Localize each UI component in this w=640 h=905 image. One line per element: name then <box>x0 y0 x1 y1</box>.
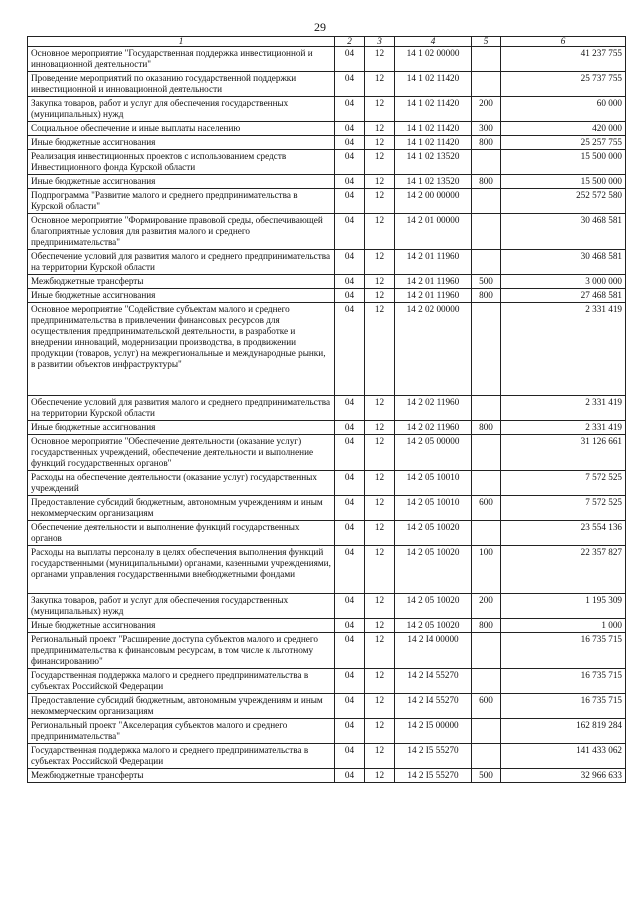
row-subsection-cell: 12 <box>365 471 395 496</box>
row-name-cell: Подпрограмма "Развитие малого и среднего предпринимательства в Курской области" <box>28 189 335 214</box>
row-target-article-cell: 14 1 02 11420 <box>395 97 472 122</box>
row-section-cell: 04 <box>335 744 365 769</box>
row-amount-cell: 25 257 755 <box>501 136 626 150</box>
row-target-article-cell: 14 2 01 11960 <box>395 289 472 303</box>
column-header-5: 5 <box>472 37 501 47</box>
row-name-cell: Основное мероприятие "Обеспечение деятельности (оказание услуг) государственных учреждений, обеспечение деятельности и выполнение функций государственных органов" <box>28 435 335 471</box>
row-amount-cell: 30 468 581 <box>501 250 626 275</box>
row-name-cell: Иные бюджетные ассигнования <box>28 175 335 189</box>
row-section-cell: 04 <box>335 546 365 594</box>
row-section-cell: 04 <box>335 496 365 521</box>
row-subsection-cell: 12 <box>365 72 395 97</box>
row-section-cell: 04 <box>335 303 365 396</box>
table-row <box>28 136 626 150</box>
table-row <box>28 619 626 633</box>
row-expense-type-cell <box>472 435 501 471</box>
row-amount-cell: 420 000 <box>501 122 626 136</box>
row-subsection-cell: 12 <box>365 744 395 769</box>
row-name-cell: Расходы на обеспечение деятельности (оказание услуг) государственных учреждений <box>28 471 335 496</box>
row-amount-cell: 27 468 581 <box>501 289 626 303</box>
row-target-article-cell: 14 1 02 00000 <box>395 47 472 72</box>
row-subsection-cell: 12 <box>365 47 395 72</box>
table-row <box>28 47 626 72</box>
row-target-article-cell: 14 2 I4 55270 <box>395 694 472 719</box>
budget-table <box>27 36 626 783</box>
table-row <box>28 421 626 435</box>
row-subsection-cell: 12 <box>365 594 395 619</box>
row-section-cell: 04 <box>335 633 365 669</box>
table-row <box>28 471 626 496</box>
row-expense-type-cell: 800 <box>472 421 501 435</box>
row-expense-type-cell: 600 <box>472 694 501 719</box>
row-target-article-cell: 14 2 01 11960 <box>395 250 472 275</box>
row-amount-cell: 15 500 000 <box>501 175 626 189</box>
row-section-cell: 04 <box>335 471 365 496</box>
row-subsection-cell: 12 <box>365 289 395 303</box>
row-name-cell: Предоставление субсидий бюджетным, автономным учреждениям и иным некоммерческим организациям <box>28 496 335 521</box>
row-expense-type-cell <box>472 189 501 214</box>
row-expense-type-cell: 100 <box>472 546 501 594</box>
row-target-article-cell: 14 2 I4 55270 <box>395 669 472 694</box>
row-target-article-cell: 14 2 I5 00000 <box>395 719 472 744</box>
row-target-article-cell: 14 2 I5 55270 <box>395 769 472 783</box>
row-amount-cell: 2 331 419 <box>501 303 626 396</box>
row-subsection-cell: 12 <box>365 546 395 594</box>
row-target-article-cell: 14 2 02 11960 <box>395 421 472 435</box>
row-amount-cell: 16 735 715 <box>501 669 626 694</box>
table-row <box>28 496 626 521</box>
row-target-article-cell: 14 2 02 00000 <box>395 303 472 396</box>
row-subsection-cell: 12 <box>365 275 395 289</box>
row-target-article-cell: 14 2 05 10020 <box>395 546 472 594</box>
row-section-cell: 04 <box>335 769 365 783</box>
row-expense-type-cell: 800 <box>472 136 501 150</box>
row-expense-type-cell <box>472 150 501 175</box>
table-row <box>28 669 626 694</box>
row-amount-cell: 162 819 284 <box>501 719 626 744</box>
row-section-cell: 04 <box>335 694 365 719</box>
row-section-cell: 04 <box>335 619 365 633</box>
row-name-cell: Предоставление субсидий бюджетным, автономным учреждениям и иным некоммерческим организациям <box>28 694 335 719</box>
row-expense-type-cell: 600 <box>472 496 501 521</box>
row-subsection-cell: 12 <box>365 421 395 435</box>
row-name-cell: Региональный проект "Акселерация субъектов малого и среднего предпринимательства" <box>28 719 335 744</box>
row-subsection-cell: 12 <box>365 97 395 122</box>
row-name-cell: Основное мероприятие "Формирование правовой среды, обеспечивающей благоприятные условия для развития малого и среднего предпринимательства" <box>28 214 335 250</box>
row-section-cell: 04 <box>335 136 365 150</box>
row-name-cell: Межбюджетные трансферты <box>28 769 335 783</box>
row-name-cell: Обеспечение условий для развития малого и среднего предпринимательства на территории Курской области <box>28 250 335 275</box>
row-name-cell: Проведение мероприятий по оказанию государственной поддержки инвестиционной и инновационной деятельности <box>28 72 335 97</box>
row-target-article-cell: 14 1 02 13520 <box>395 175 472 189</box>
row-subsection-cell: 12 <box>365 214 395 250</box>
row-expense-type-cell <box>472 633 501 669</box>
row-subsection-cell: 12 <box>365 150 395 175</box>
row-target-article-cell: 14 2 05 00000 <box>395 435 472 471</box>
row-amount-cell: 7 572 525 <box>501 496 626 521</box>
table-row <box>28 150 626 175</box>
row-name-cell: Обеспечение условий для развития малого и среднего предпринимательства на территории Курской области <box>28 396 335 421</box>
row-expense-type-cell: 800 <box>472 175 501 189</box>
row-target-article-cell: 14 1 02 11420 <box>395 72 472 97</box>
table-row <box>28 594 626 619</box>
row-name-cell: Межбюджетные трансферты <box>28 275 335 289</box>
row-name-cell: Расходы на выплаты персоналу в целях обеспечения выполнения функций государственными (муниципальными) органами, казенными учреждениями, органами управления государственными внебюджетными фондами <box>28 546 335 594</box>
column-header-2: 2 <box>335 37 365 47</box>
row-subsection-cell: 12 <box>365 435 395 471</box>
row-amount-cell: 1 195 309 <box>501 594 626 619</box>
row-amount-cell: 23 554 136 <box>501 521 626 546</box>
row-section-cell: 04 <box>335 289 365 303</box>
row-target-article-cell: 14 1 02 11420 <box>395 122 472 136</box>
row-subsection-cell: 12 <box>365 175 395 189</box>
row-name-cell: Реализация инвестиционных проектов с использованием средств Инвестиционного фонда Курской области <box>28 150 335 175</box>
column-header-3: 3 <box>365 37 395 47</box>
row-target-article-cell: 14 2 01 00000 <box>395 214 472 250</box>
row-expense-type-cell: 500 <box>472 769 501 783</box>
row-section-cell: 04 <box>335 396 365 421</box>
row-name-cell: Региональный проект "Расширение доступа субъектов малого и среднего предпринимательства к финансовым ресурсам, в том числе к льготному финансированию" <box>28 633 335 669</box>
row-expense-type-cell: 300 <box>472 122 501 136</box>
row-expense-type-cell <box>472 719 501 744</box>
row-name-cell: Иные бюджетные ассигнования <box>28 619 335 633</box>
table-row <box>28 250 626 275</box>
table-row <box>28 633 626 669</box>
row-expense-type-cell: 800 <box>472 619 501 633</box>
row-expense-type-cell <box>472 250 501 275</box>
row-target-article-cell: 14 2 01 11960 <box>395 275 472 289</box>
row-amount-cell: 30 468 581 <box>501 214 626 250</box>
page-number: 29 <box>314 20 326 34</box>
row-name-cell: Государственная поддержка малого и среднего предпринимательства в субъектах Российской Федерации <box>28 744 335 769</box>
row-target-article-cell: 14 1 02 13520 <box>395 150 472 175</box>
row-name-cell: Иные бюджетные ассигнования <box>28 289 335 303</box>
row-expense-type-cell: 200 <box>472 97 501 122</box>
row-target-article-cell: 14 2 05 10010 <box>395 471 472 496</box>
table-row <box>28 214 626 250</box>
row-amount-cell: 3 000 000 <box>501 275 626 289</box>
table-row <box>28 175 626 189</box>
row-amount-cell: 7 572 525 <box>501 471 626 496</box>
row-amount-cell: 16 735 715 <box>501 694 626 719</box>
row-subsection-cell: 12 <box>365 769 395 783</box>
row-subsection-cell: 12 <box>365 719 395 744</box>
row-expense-type-cell <box>472 471 501 496</box>
row-section-cell: 04 <box>335 521 365 546</box>
row-amount-cell: 141 433 062 <box>501 744 626 769</box>
row-subsection-cell: 12 <box>365 619 395 633</box>
row-name-cell: Основное мероприятие "Государственная поддержка инвестиционной и инновационной деятельности" <box>28 47 335 72</box>
row-subsection-cell: 12 <box>365 122 395 136</box>
row-section-cell: 04 <box>335 275 365 289</box>
row-amount-cell: 60 000 <box>501 97 626 122</box>
table-row <box>28 694 626 719</box>
table-row <box>28 72 626 97</box>
row-target-article-cell: 14 2 00 00000 <box>395 189 472 214</box>
row-name-cell: Государственная поддержка малого и среднего предпринимательства в субъектах Российской Федерации <box>28 669 335 694</box>
row-amount-cell: 2 331 419 <box>501 396 626 421</box>
row-amount-cell: 1 000 <box>501 619 626 633</box>
row-name-cell: Закупка товаров, работ и услуг для обеспечения государственных (муниципальных) нужд <box>28 97 335 122</box>
row-section-cell: 04 <box>335 97 365 122</box>
row-target-article-cell: 14 2 05 10020 <box>395 619 472 633</box>
table-row <box>28 275 626 289</box>
row-section-cell: 04 <box>335 122 365 136</box>
column-header-1: 1 <box>28 37 335 47</box>
row-target-article-cell: 14 2 I4 00000 <box>395 633 472 669</box>
row-target-article-cell: 14 1 02 11420 <box>395 136 472 150</box>
row-section-cell: 04 <box>335 435 365 471</box>
table-row <box>28 97 626 122</box>
table-row <box>28 769 626 783</box>
row-expense-type-cell: 500 <box>472 275 501 289</box>
row-target-article-cell: 14 2 05 10010 <box>395 496 472 521</box>
row-section-cell: 04 <box>335 669 365 694</box>
row-expense-type-cell <box>472 521 501 546</box>
row-subsection-cell: 12 <box>365 521 395 546</box>
row-subsection-cell: 12 <box>365 633 395 669</box>
table-row <box>28 189 626 214</box>
row-target-article-cell: 14 2 I5 55270 <box>395 744 472 769</box>
row-amount-cell: 2 331 419 <box>501 421 626 435</box>
header-row <box>28 37 626 47</box>
row-subsection-cell: 12 <box>365 250 395 275</box>
row-name-cell: Иные бюджетные ассигнования <box>28 421 335 435</box>
row-amount-cell: 16 735 715 <box>501 633 626 669</box>
row-section-cell: 04 <box>335 175 365 189</box>
row-expense-type-cell <box>472 303 501 396</box>
row-expense-type-cell <box>472 396 501 421</box>
row-section-cell: 04 <box>335 47 365 72</box>
row-expense-type-cell: 800 <box>472 289 501 303</box>
row-amount-cell: 15 500 000 <box>501 150 626 175</box>
row-subsection-cell: 12 <box>365 669 395 694</box>
table-row <box>28 744 626 769</box>
row-section-cell: 04 <box>335 594 365 619</box>
row-target-article-cell: 14 2 05 10020 <box>395 521 472 546</box>
row-expense-type-cell <box>472 744 501 769</box>
row-subsection-cell: 12 <box>365 136 395 150</box>
table-row <box>28 546 626 594</box>
row-subsection-cell: 12 <box>365 303 395 396</box>
row-name-cell: Основное мероприятие "Содействие субъектам малого и среднего предпринимательства в привлечении финансовых ресурсов для осуществления предпринимательской деятельности, в разработке и внедрении инноваций, модернизации производства, в продвижении продукции (товаров, услуг) на межрегиональные и международные рынки, в развитии объектов инфраструктуры" <box>28 303 335 396</box>
row-name-cell: Закупка товаров, работ и услуг для обеспечения государственных (муниципальных) нужд <box>28 594 335 619</box>
row-expense-type-cell <box>472 669 501 694</box>
table-body <box>28 47 626 783</box>
column-header-4: 4 <box>395 37 472 47</box>
row-expense-type-cell: 200 <box>472 594 501 619</box>
table-row <box>28 435 626 471</box>
row-name-cell: Иные бюджетные ассигнования <box>28 136 335 150</box>
row-section-cell: 04 <box>335 214 365 250</box>
table-row <box>28 289 626 303</box>
row-name-cell: Социальное обеспечение и иные выплаты населению <box>28 122 335 136</box>
row-section-cell: 04 <box>335 150 365 175</box>
row-subsection-cell: 12 <box>365 189 395 214</box>
column-header-6: 6 <box>501 37 626 47</box>
row-section-cell: 04 <box>335 250 365 275</box>
row-subsection-cell: 12 <box>365 496 395 521</box>
row-section-cell: 04 <box>335 72 365 97</box>
row-amount-cell: 32 966 633 <box>501 769 626 783</box>
row-subsection-cell: 12 <box>365 396 395 421</box>
row-expense-type-cell <box>472 72 501 97</box>
row-expense-type-cell <box>472 47 501 72</box>
row-section-cell: 04 <box>335 421 365 435</box>
row-name-cell: Обеспечение деятельности и выполнение функций государственных органов <box>28 521 335 546</box>
row-target-article-cell: 14 2 05 10020 <box>395 594 472 619</box>
row-subsection-cell: 12 <box>365 694 395 719</box>
row-amount-cell: 31 126 661 <box>501 435 626 471</box>
table-row <box>28 303 626 396</box>
row-amount-cell: 252 572 580 <box>501 189 626 214</box>
table-row <box>28 521 626 546</box>
row-section-cell: 04 <box>335 719 365 744</box>
row-amount-cell: 25 737 755 <box>501 72 626 97</box>
row-amount-cell: 22 357 827 <box>501 546 626 594</box>
table-row <box>28 719 626 744</box>
row-amount-cell: 41 237 755 <box>501 47 626 72</box>
row-section-cell: 04 <box>335 189 365 214</box>
row-expense-type-cell <box>472 214 501 250</box>
table-row <box>28 396 626 421</box>
row-target-article-cell: 14 2 02 11960 <box>395 396 472 421</box>
table-row <box>28 122 626 136</box>
